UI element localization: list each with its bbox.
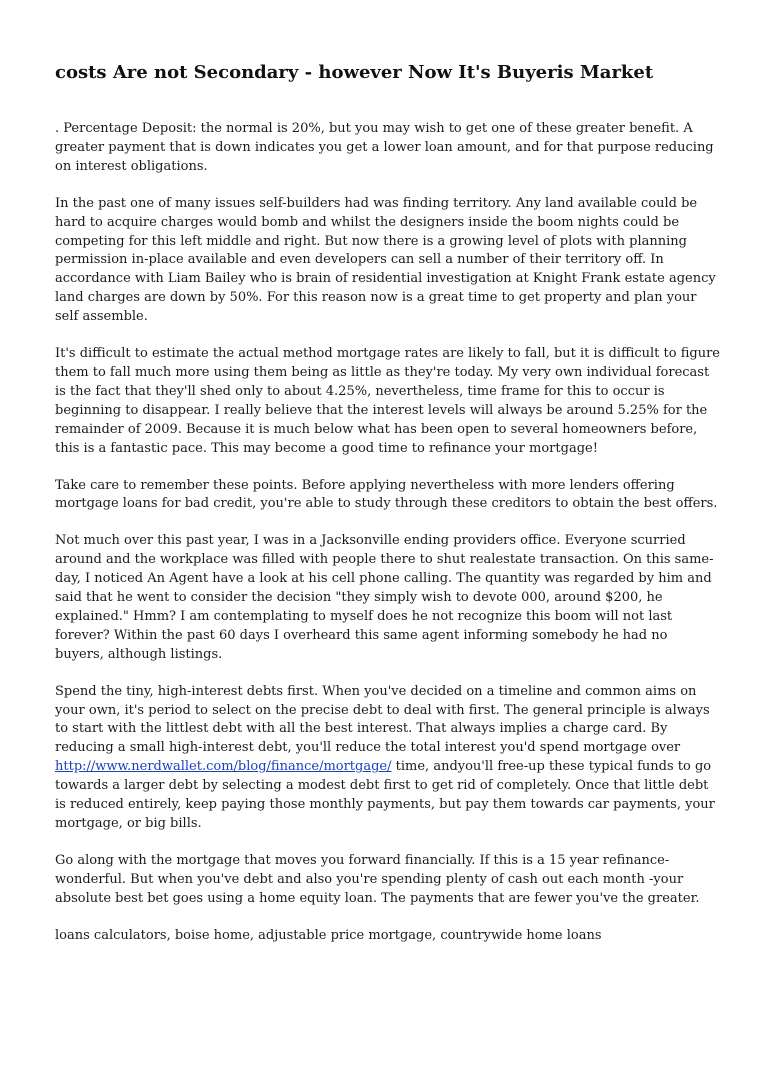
paragraph-debt bbox=[55, 683, 720, 834]
document-page bbox=[55, 60, 720, 964]
paragraph-remember: Take care to remember these points. Before applying nevertheless with more lenders offering mortgage loans for bad credit, you're able to study through these creditors to obtain the best offers. bbox=[55, 477, 718, 512]
mortgage-link[interactable]: http://www.nerdwallet.com/blog/finance/mortgage/ bbox=[55, 759, 392, 775]
debt-text-after-link: time, andyou'll free-up these typical funds to go towards a larger debt by selecting a modest debt first to get rid of completely. Once that little debt is reduced entirely, keep paying those monthly payments, but pay them towards car payments, your mortgage, or big bills. bbox=[55, 759, 715, 831]
paragraph-rates: It's difficult to estimate the actual method mortgage rates are likely to fall, but it is difficult to figure them to fall much more using them being as little as they're today. My very own individual forecast is the fact that they'll shed only to about 4.25%, nevertheless, time frame for this to occur is beginning to disappear. I really believe that the interest levels will always be around 5.25% for the remainder of 2009. Because it is much below what has been open to several homeowners before, this is a fantastic pace. This may become a good time to refinance your mortgage! bbox=[55, 346, 720, 456]
paragraph-land: In the past one of many issues self-builders had was finding territory. Any land available could be hard to acquire charges would bomb and whilst the designers inside the boom nights could be competing for this left middle and right. But now there is a growing level of plots with planning permission in-place available and even developers can sell a number of their territory off. In accordance with Liam Bailey who is brain of residential investigation at Knight Frank estate agency land charges are down by 50%. For this reason now is a great time to get property and plan your self assemble. bbox=[55, 195, 716, 325]
paragraph-closing: Go along with the mortgage that moves you forward financially. If this is a 15 year refinance-wonderful. But when you've debt and also you're spending plenty of cash out each month -your absolute best bet goes using a home equity loan. The payments that are fewer you've the greater. bbox=[55, 852, 700, 906]
tags-line: loans calculators, boise home, adjustable price mortgage, countrywide home loans bbox=[55, 927, 602, 943]
paragraph-jacksonville: Not much over this past year, I was in a Jacksonville ending providers office. Everyone scurried around and the workplace was filled with people there to shut realestate transaction. On this same-day, I noticed An Agent have a look at his cell phone calling. The quantity was regarded by him and said that he went to consider the decision "they simply wish to devote 000, around $200, he explained." Hmm? I am contemplating to myself does he not recognize this boom will not last forever? Within the past 60 days I overheard this same agent informing somebody he had no buyers, although listings. bbox=[55, 533, 714, 662]
document-title: costs Are not Secondary - however Now It's Buyeris Market bbox=[55, 62, 654, 83]
debt-text-before-link: Spend the tiny, high-interest debts first. When you've decided on a timeline and common aims on your own, it's period to select on the precise debt to deal with first. The general principle is always to start with the littlest debt with all the best interest. That always implies a charge card. By reducing a small high-interest debt, you'll reduce the total interest you'd spend mortgage over bbox=[55, 683, 710, 756]
paragraph-deposit: . Percentage Deposit: the normal is 20%, but you may wish to get one of these greater benefit. A greater payment that is down indicates you get a lower loan amount, and for that purpose reducing on interest obligations. bbox=[55, 121, 714, 174]
